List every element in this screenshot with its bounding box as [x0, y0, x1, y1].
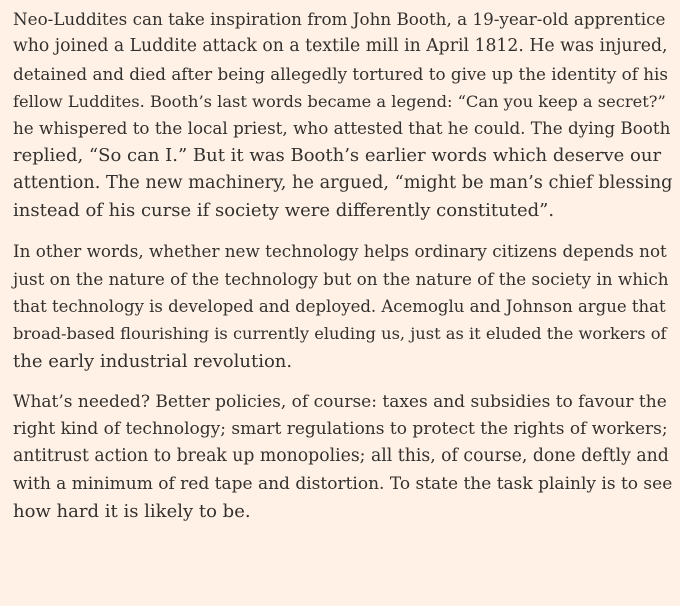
text-line: In other words, whether new technology helps ordinary citizens depends not [13, 241, 667, 262]
text-line: who joined a Luddite attack on a textile mill in April 1812. He was injured, [13, 36, 668, 57]
text-line: with a minimum of red tape and distortion. To state the task plainly is to see [13, 473, 673, 494]
text-line: instead of his curse if society were differently constituted”. [13, 200, 555, 222]
text-line: Neo-Luddites can take inspiration from John Booth, a 19-year-old apprentice [13, 9, 666, 29]
text-line: attention. The new machinery, he argued, “might be man’s chief blessing [13, 172, 673, 193]
text-line: right kind of technology; smart regulations to protect the rights of workers; [13, 419, 668, 440]
text-line: What’s needed? Better policies, of course: taxes and subsidies to favour the [13, 391, 667, 412]
paragraph-1 [13, 6, 674, 224]
text-line: replied, “So can I.” But it was Booth’s earlier words which deserve our [13, 145, 662, 167]
text-line: broad-based flourishing is currently eluding us, just as it eluded the workers of [13, 324, 667, 344]
text-line: fellow Luddites. Booth’s last words became a legend: “Can you keep a secret?” [13, 91, 666, 111]
paragraph-2 [13, 238, 674, 374]
text-line: the early industrial revolution. [13, 350, 293, 372]
text-line: just on the nature of the technology but on the nature of the society in which [13, 268, 669, 289]
text-line: he whispered to the local priest, who attested that he could. The dying Booth [13, 118, 671, 139]
text-line: how hard it is likely to be. [13, 501, 251, 523]
paragraph-3 [13, 389, 674, 525]
text-line: that technology is developed and deployed. Acemoglu and Johnson argue that [13, 296, 666, 316]
text-line: detained and died after being allegedly tortured to give up the identity of his [13, 63, 668, 84]
text-line: antitrust action to break up monopolies; all this, of course, done deftly and [13, 446, 669, 467]
